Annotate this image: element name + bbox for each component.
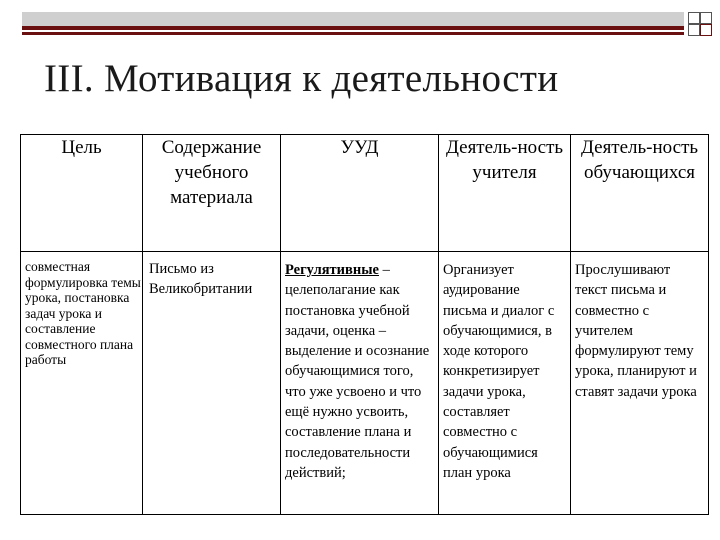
header-teacher: Деятель-ность учителя <box>439 135 571 252</box>
corner-square <box>700 12 712 24</box>
lesson-table <box>20 134 709 515</box>
top-decor-line <box>22 32 684 35</box>
corner-square <box>688 24 700 36</box>
slide-title: III. Мотивация к деятельности <box>44 57 559 100</box>
cell-students <box>571 252 709 515</box>
cell-uud <box>281 252 439 515</box>
cell-goal <box>21 252 143 515</box>
content-text: Письмо из Великобритании <box>149 261 253 297</box>
header-content: Содержание учебного материала <box>143 135 281 252</box>
uud-label: Регулятивные <box>285 262 379 278</box>
table-header-row <box>21 135 709 252</box>
header-uud: УУД <box>281 135 439 252</box>
cell-teacher <box>439 252 571 515</box>
table-row <box>21 252 709 515</box>
corner-square <box>700 24 712 36</box>
students-text: Прослушивают текст письма и совместно с учителем формулируют тему урока, планируют и ставят задачи урока <box>575 262 697 400</box>
uud-text: – целеполагание как постановка учебной задачи, оценка – выделение и осознание обучающимися того, что уже усвоено и что ещё нужно усвоить, составление плана и последовательности действий; <box>285 262 430 481</box>
header-goal: Цель <box>21 135 143 252</box>
goal-text: совместная формулировка темы урока, постановка задач урока и составление совместного плана работы <box>25 259 141 367</box>
top-decor-bar <box>22 12 684 30</box>
cell-content <box>143 252 281 515</box>
teacher-text: Организует аудирование письма и диалог с обучающимися, в ходе которого конкретизирует задачи урока, составляет совместно с обучающимися план урока <box>443 262 555 481</box>
header-students: Деятель-ность обучающихся <box>571 135 709 252</box>
corner-square <box>688 12 700 24</box>
uud-block <box>281 252 438 483</box>
